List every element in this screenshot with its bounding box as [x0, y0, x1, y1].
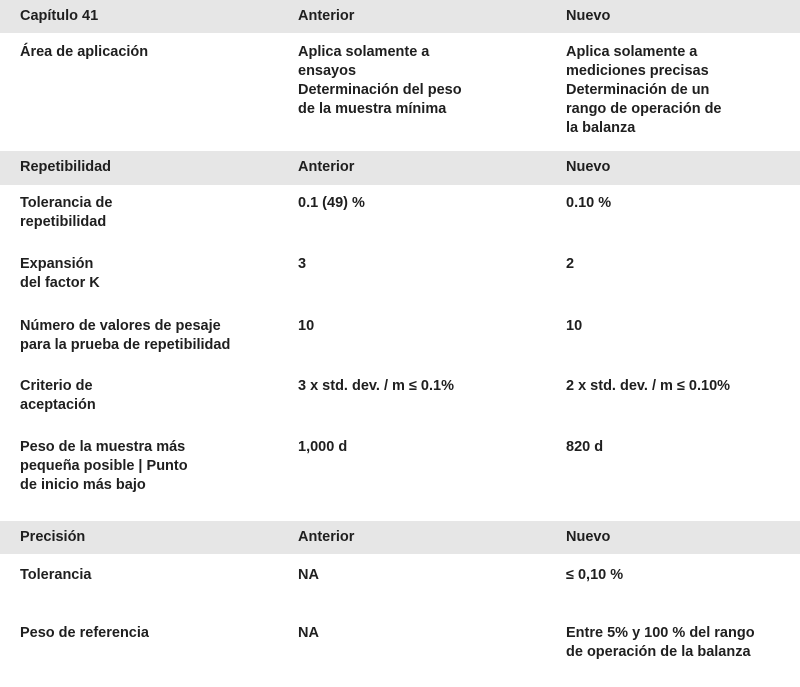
- header-cell: Precisión: [20, 529, 86, 545]
- header-cell: Nuevo: [566, 529, 611, 545]
- row-label: Peso de la muestra más pequeña posible | Punto de inicio más bajo: [20, 439, 188, 493]
- row-label: Criterio de aceptación: [20, 378, 96, 413]
- section-header-chapter: [0, 0, 800, 33]
- row-value-previous: Aplica solamente a ensayos Determinación del peso de la muestra mínima: [298, 44, 462, 117]
- row-value-new: 820 d: [566, 439, 604, 455]
- row-label: Peso de referencia: [20, 625, 149, 641]
- row-value-previous: NA: [298, 567, 319, 583]
- row-value-previous: 3 x std. dev. / m ≤ 0.1%: [298, 378, 454, 394]
- row-value-previous: NA: [298, 625, 319, 641]
- row-label: Expansión del factor K: [20, 256, 100, 291]
- header-cell: Anterior: [298, 8, 355, 24]
- row-value-previous: 1,000 d: [298, 439, 348, 455]
- row-label: Tolerancia: [20, 567, 92, 583]
- row-value-previous: 0.1 (49) %: [298, 195, 365, 211]
- header-cell: Capítulo 41: [20, 8, 99, 24]
- header-cell: Anterior: [298, 529, 355, 545]
- row-value-previous: 10: [298, 318, 315, 334]
- section-header-repeatability: [0, 151, 800, 185]
- row-value-new: 10: [566, 318, 583, 334]
- row-label: Número de valores de pesaje para la prueba de repetibilidad: [20, 318, 231, 353]
- row-label: Área de aplicación: [20, 44, 149, 60]
- row-value-new: Entre 5% y 100 % del rango de operación de la balanza: [566, 625, 755, 660]
- header-cell: Anterior: [298, 159, 355, 175]
- header-cell: Nuevo: [566, 8, 611, 24]
- row-value-previous: 3: [298, 256, 307, 272]
- row-label: Tolerancia de repetibilidad: [20, 195, 113, 230]
- header-cell: Nuevo: [566, 159, 611, 175]
- section-header-precision: [0, 521, 800, 554]
- row-value-new: 2: [566, 256, 575, 272]
- row-value-new: 0.10 %: [566, 195, 612, 211]
- row-value-new: 2 x std. dev. / m ≤ 0.10%: [566, 378, 731, 394]
- row-value-new: ≤ 0,10 %: [566, 567, 624, 583]
- header-cell: Repetibilidad: [20, 159, 112, 175]
- row-value-new: Aplica solamente a mediciones precisas Determinación de un rango de operación de la balanza: [566, 44, 722, 136]
